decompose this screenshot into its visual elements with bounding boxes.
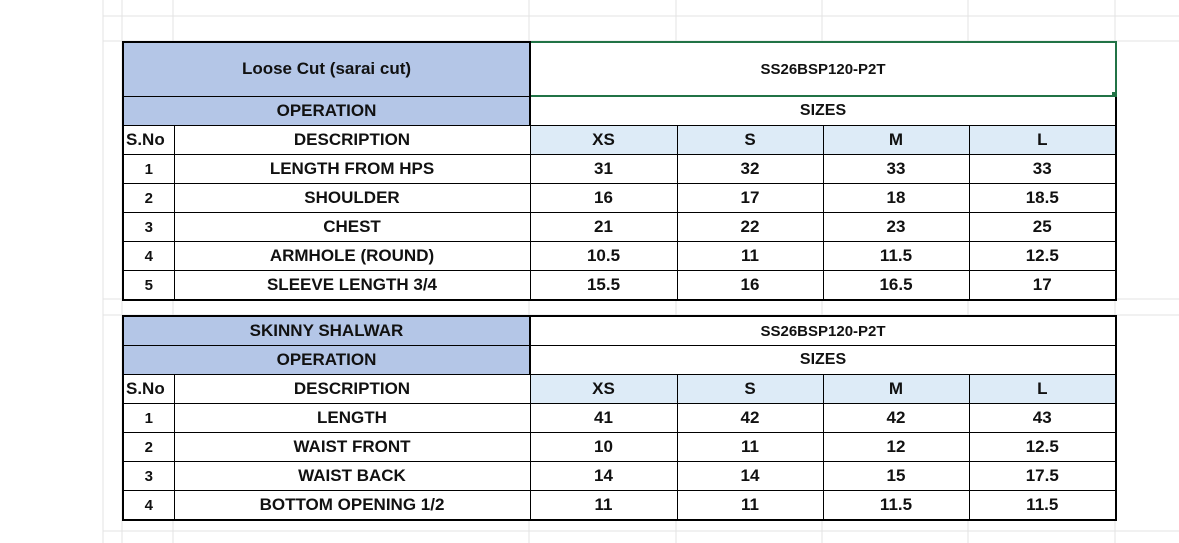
size-name: L — [1037, 130, 1048, 149]
sno-cell[interactable]: 4 — [123, 242, 174, 271]
value-cell[interactable]: 17.5 — [969, 462, 1116, 491]
garment-title: Loose Cut (sarai cut) — [241, 59, 412, 79]
value-cell[interactable]: 43 — [969, 404, 1116, 433]
operation-row — [123, 346, 1116, 375]
style-code: SS26BSP120-P2T — [760, 60, 886, 78]
operation-row — [123, 96, 1116, 126]
size-name: XS — [592, 130, 615, 149]
value-cell[interactable]: 23 — [823, 213, 969, 242]
table-row — [123, 213, 1116, 242]
value-cell[interactable]: 11.5 — [823, 491, 969, 521]
value-cell[interactable]: 12.5 — [969, 242, 1116, 271]
sno-cell[interactable]: 2 — [123, 184, 174, 213]
value-cell[interactable]: 16 — [677, 271, 823, 301]
value-cell[interactable]: 22 — [677, 213, 823, 242]
size-header-m[interactable] — [823, 126, 969, 155]
sno-header-cell[interactable] — [123, 375, 174, 404]
value-cell[interactable]: 33 — [823, 155, 969, 184]
value-cell[interactable]: 15 — [823, 462, 969, 491]
value-cell[interactable]: 11 — [677, 491, 823, 521]
value-cell[interactable]: 12 — [823, 433, 969, 462]
sno-cell[interactable]: 3 — [123, 213, 174, 242]
value-cell[interactable]: 11 — [677, 242, 823, 271]
table-row — [123, 433, 1116, 462]
style-code: SS26BSP120-P2T — [760, 322, 886, 340]
description-cell[interactable]: LENGTH — [174, 404, 530, 433]
value-cell[interactable]: 11 — [677, 433, 823, 462]
sno-header-cell[interactable] — [123, 126, 174, 155]
description-header: DESCRIPTION — [293, 379, 411, 398]
value-cell[interactable]: 41 — [530, 404, 677, 433]
table-row — [123, 184, 1116, 213]
value-cell[interactable]: 18.5 — [969, 184, 1116, 213]
value-cell[interactable]: 16.5 — [823, 271, 969, 301]
sizes-label: SIZES — [799, 351, 847, 368]
description-cell[interactable]: WAIST BACK — [174, 462, 530, 491]
operation-label: OPERATION — [276, 350, 377, 369]
value-cell[interactable]: 42 — [677, 404, 823, 433]
sno-cell[interactable]: 5 — [123, 271, 174, 301]
sno-header: S.No — [126, 130, 165, 149]
size-header-l[interactable] — [969, 126, 1116, 155]
description-cell[interactable]: SHOULDER — [174, 184, 530, 213]
value-cell[interactable]: 11 — [530, 491, 677, 521]
description-cell[interactable]: BOTTOM OPENING 1/2 — [174, 491, 530, 521]
description-cell[interactable]: WAIST FRONT — [174, 433, 530, 462]
description-header-cell[interactable] — [174, 375, 530, 404]
table-row — [123, 271, 1116, 301]
size-header-xs[interactable] — [530, 126, 677, 155]
value-cell[interactable]: 14 — [530, 462, 677, 491]
measurement-table-top — [122, 41, 1117, 301]
table-title-row — [123, 42, 1116, 96]
value-cell[interactable]: 10.5 — [530, 242, 677, 271]
size-name: S — [744, 379, 756, 398]
sno-cell[interactable]: 1 — [123, 404, 174, 433]
description-cell[interactable]: CHEST — [174, 213, 530, 242]
measurement-table-bottom — [122, 315, 1117, 521]
value-cell[interactable]: 17 — [677, 184, 823, 213]
sno-header: S.No — [126, 379, 165, 398]
table-title-row — [123, 316, 1116, 346]
table-row — [123, 462, 1116, 491]
operation-label: OPERATION — [276, 100, 377, 120]
value-cell[interactable]: 42 — [823, 404, 969, 433]
table-row — [123, 242, 1116, 271]
operation-cell[interactable] — [123, 96, 530, 126]
column-header-row — [123, 126, 1116, 155]
size-name: M — [888, 130, 904, 149]
table-row — [123, 404, 1116, 433]
size-header-s[interactable] — [677, 126, 823, 155]
value-cell[interactable]: 21 — [530, 213, 677, 242]
table-row — [123, 491, 1116, 521]
value-cell[interactable]: 11.5 — [969, 491, 1116, 521]
sno-cell[interactable]: 4 — [123, 491, 174, 521]
value-cell[interactable]: 31 — [530, 155, 677, 184]
value-cell[interactable]: 32 — [677, 155, 823, 184]
sizes-cell[interactable] — [530, 96, 1116, 126]
description-cell[interactable]: LENGTH FROM HPS — [174, 155, 530, 184]
style-code-cell[interactable] — [530, 42, 1116, 96]
description-cell[interactable]: ARMHOLE (ROUND) — [174, 242, 530, 271]
value-cell[interactable]: 16 — [530, 184, 677, 213]
value-cell[interactable]: 17 — [969, 271, 1116, 301]
value-cell[interactable]: 25 — [969, 213, 1116, 242]
style-code-cell[interactable] — [530, 316, 1116, 346]
value-cell[interactable]: 10 — [530, 433, 677, 462]
cell-fill-handle[interactable] — [1111, 91, 1116, 96]
size-header-s[interactable] — [677, 375, 823, 404]
size-header-l[interactable] — [969, 375, 1116, 404]
size-name: S — [744, 130, 756, 149]
size-header-m[interactable] — [823, 375, 969, 404]
garment-title-cell[interactable] — [123, 42, 530, 96]
sno-cell[interactable]: 2 — [123, 433, 174, 462]
sno-cell[interactable]: 3 — [123, 462, 174, 491]
garment-title-cell[interactable] — [123, 316, 530, 346]
sizes-cell[interactable] — [530, 346, 1116, 375]
value-cell[interactable]: 15.5 — [530, 271, 677, 301]
description-header: DESCRIPTION — [293, 130, 411, 149]
table-row — [123, 155, 1116, 184]
sno-cell[interactable]: 1 — [123, 155, 174, 184]
size-name: L — [1037, 379, 1048, 398]
value-cell[interactable]: 12.5 — [969, 433, 1116, 462]
size-header-xs[interactable] — [530, 375, 677, 404]
sizes-label: SIZES — [799, 102, 847, 119]
description-cell[interactable]: SLEEVE LENGTH 3/4 — [174, 271, 530, 301]
description-header-cell[interactable] — [174, 126, 530, 155]
garment-title: SKINNY SHALWAR — [249, 321, 404, 340]
size-name: M — [888, 379, 904, 398]
value-cell[interactable]: 14 — [677, 462, 823, 491]
column-header-row — [123, 375, 1116, 404]
value-cell[interactable]: 18 — [823, 184, 969, 213]
value-cell[interactable]: 11.5 — [823, 242, 969, 271]
value-cell[interactable]: 33 — [969, 155, 1116, 184]
operation-cell[interactable] — [123, 346, 530, 375]
size-name: XS — [592, 379, 615, 398]
